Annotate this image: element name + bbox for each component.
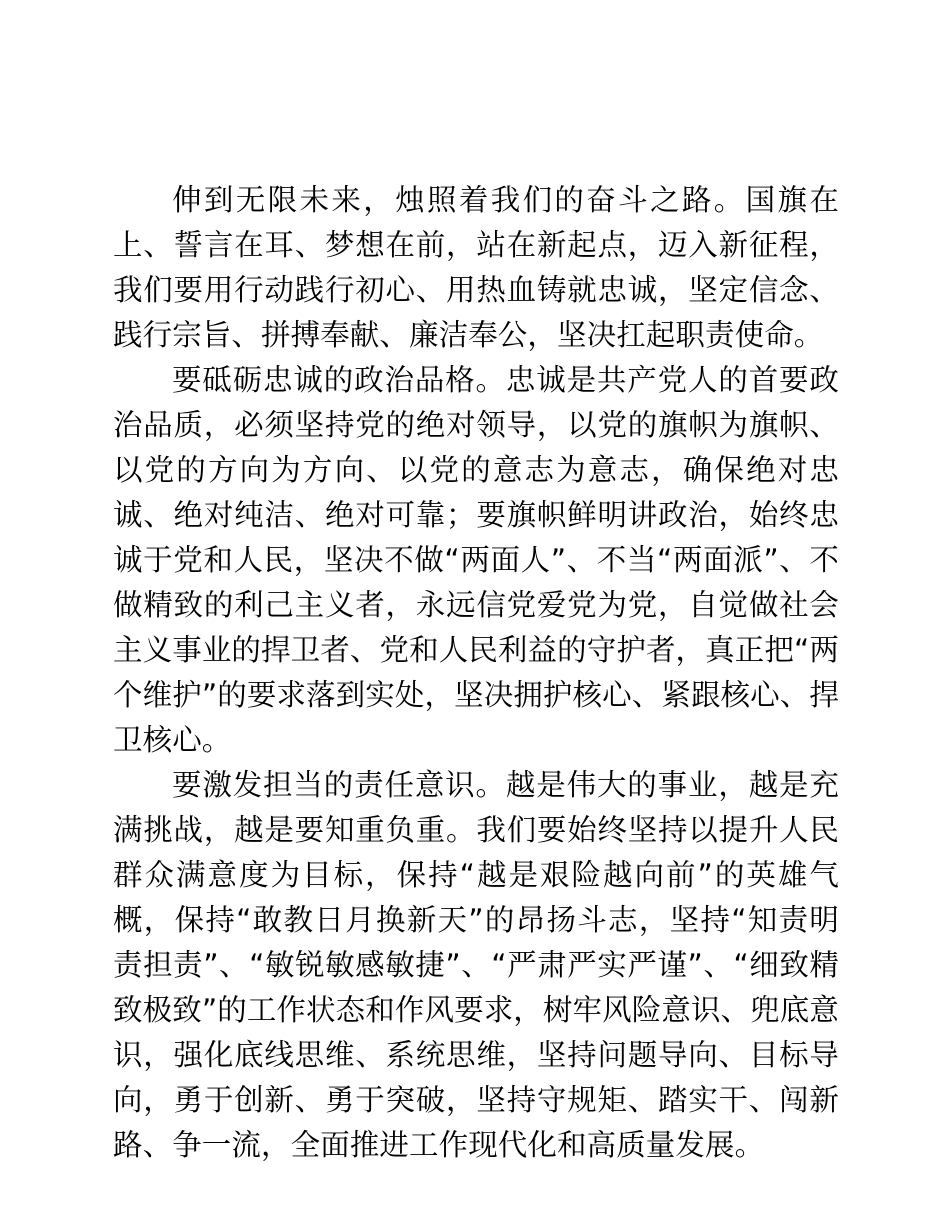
paragraph-2: 要砥砺忠诚的政治品格。忠诚是共产党人的首要政治品质，必须坚持党的绝对领导，以党的旗帜为旗帜、以党的方向为方向、以党的意志为意志，确保绝对忠诚、绝对纯洁、绝对可靠；要旗帜鲜明讲政治，始终忠诚于党和人民，坚决不做“两面人”、不当“两面派”、不做精致的利己主义者，永远信党爱党为党，自觉做社会主义事业的捍卫者、党和人民利益的守护者，真正把“两个维护”的要求落到实处，坚决拥护核心、紧跟核心、捍卫核心。 [113, 363, 839, 757]
paragraph-1: 伸到无限未来，烛照着我们的奋斗之路。国旗在上、誓言在耳、梦想在前，站在新起点，迈入新征程，我们要用行动践行初心、用热血铸就忠诚，坚定信念、践行宗旨、拼搏奉献、廉洁奉公，坚决扛起职责使命。 [113, 183, 839, 352]
document-text-body [113, 178, 839, 1168]
paragraph-3: 要激发担当的责任意识。越是伟大的事业，越是充满挑战，越是要知重负重。我们要始终坚持以提升人民群众满意度为目标，保持“越是艰险越向前”的英雄气概，保持“敢教日月换新天”的昂扬斗志，坚持“知责明责担责”、“敏锐敏感敏捷”、“严肃严实严谨”、“细致精致极致”的工作状态和作风要求，树牢风险意识、兜底意识，强化底线思维、系统思维，坚持问题导向、目标导向，勇于创新、勇于突破，坚持守规矩、踏实干、闯新路、争一流，全面推进工作现代化和高质量发展。 [113, 768, 839, 1162]
